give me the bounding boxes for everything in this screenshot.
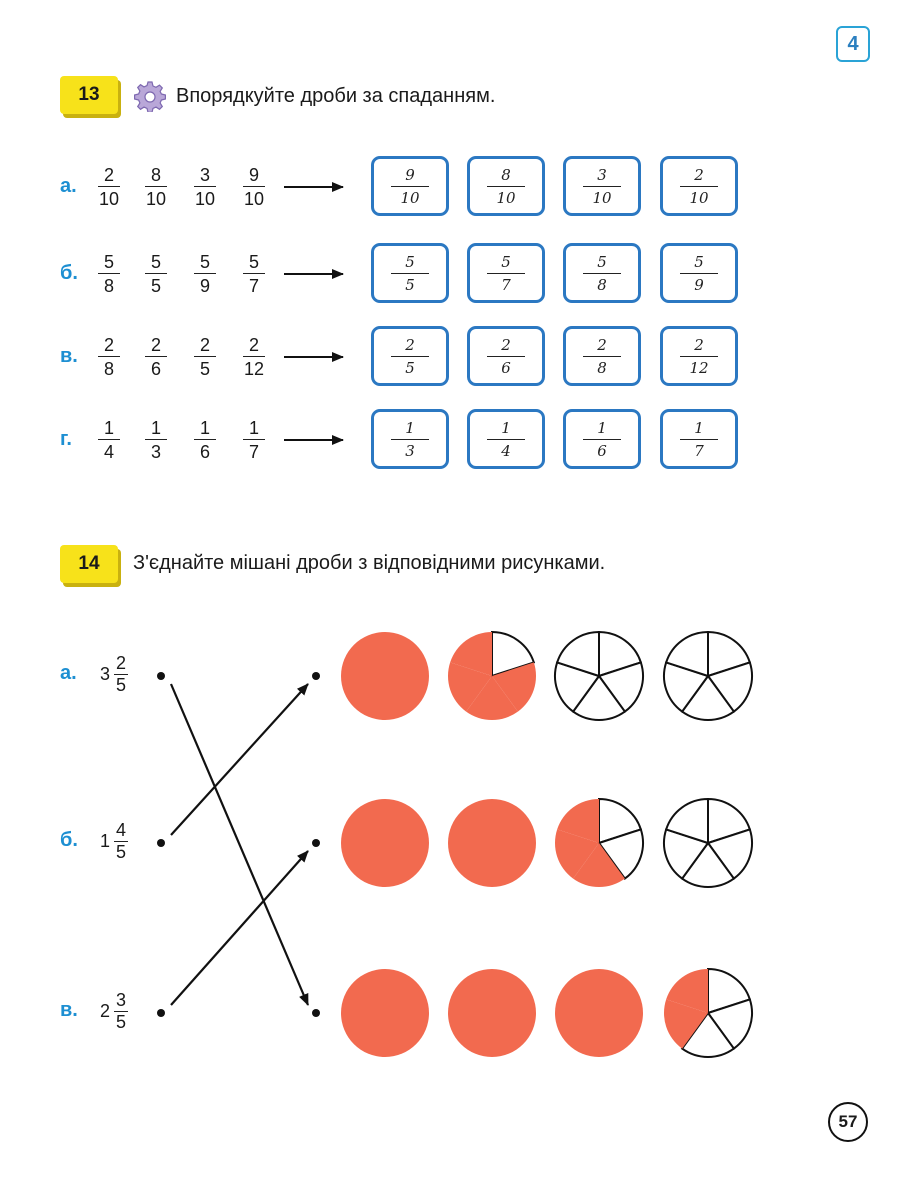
numerator: 2 — [248, 335, 259, 355]
whole-part: 2 — [100, 1001, 111, 1021]
denominator: 5 — [150, 276, 161, 296]
denominator: 4 — [103, 442, 114, 462]
answer-numerator: 1 — [694, 418, 704, 437]
answer-denominator: 10 — [496, 188, 516, 207]
answer-numerator: 3 — [597, 165, 607, 184]
ex13-row-letter: г. — [60, 428, 72, 450]
denominator: 10 — [98, 189, 120, 209]
fraction-circle — [664, 799, 752, 887]
connection-arrow — [171, 684, 308, 835]
numerator: 2 — [150, 335, 161, 355]
fraction-circle — [664, 632, 752, 720]
answer-numerator: 1 — [501, 418, 511, 437]
numerator: 3 — [116, 990, 127, 1010]
answer-denominator: 6 — [597, 441, 607, 460]
denominator: 6 — [150, 359, 161, 379]
answer-denominator: 12 — [689, 358, 709, 377]
answer-denominator: 8 — [597, 358, 607, 377]
denominator: 10 — [194, 189, 216, 209]
denominator: 7 — [248, 442, 259, 462]
numerator: 1 — [199, 418, 210, 438]
answer-numerator: 1 — [597, 418, 607, 437]
page-number: 57 — [828, 1102, 868, 1142]
numerator: 2 — [103, 335, 114, 355]
denominator: 6 — [199, 442, 210, 462]
numerator: 1 — [103, 418, 114, 438]
denominator: 3 — [150, 442, 161, 462]
exercise-13-number: 13 — [78, 84, 100, 105]
answer-denominator: 10 — [689, 188, 709, 207]
connection-arrow — [171, 684, 308, 1005]
denominator: 12 — [243, 359, 265, 379]
answer-numerator: 2 — [694, 335, 704, 354]
connection-arrow — [171, 851, 308, 1005]
denominator: 9 — [199, 276, 210, 296]
fraction-circle — [555, 632, 643, 720]
answer-numerator: 5 — [597, 252, 607, 271]
answer-denominator: 10 — [400, 188, 420, 207]
fraction-circle — [341, 632, 429, 720]
fraction-circle — [448, 799, 536, 887]
numerator: 3 — [199, 165, 210, 185]
exercise-14-title: З'єднайте мішані дроби з відповідними рисунками. — [133, 552, 606, 574]
denominator: 5 — [116, 842, 127, 862]
answer-denominator: 5 — [405, 358, 415, 377]
denominator: 5 — [199, 359, 210, 379]
answer-numerator: 2 — [405, 335, 415, 354]
fraction-circle — [341, 969, 429, 1057]
answer-denominator: 6 — [501, 358, 511, 377]
chapter-number: 4 — [836, 26, 870, 62]
ex13-row-letter: а. — [60, 175, 77, 197]
exercise-14-number: 14 — [78, 553, 100, 574]
denominator: 10 — [145, 189, 167, 209]
numerator: 2 — [116, 653, 127, 673]
denominator: 8 — [103, 359, 114, 379]
answer-denominator: 8 — [597, 275, 607, 294]
answer-numerator: 1 — [405, 418, 415, 437]
fraction-circle — [341, 799, 429, 887]
answer-denominator: 7 — [501, 275, 511, 294]
fraction-circle — [448, 969, 536, 1057]
fraction-circle — [448, 632, 536, 720]
answer-denominator: 3 — [405, 441, 415, 460]
fraction-circle — [555, 969, 643, 1057]
numerator: 1 — [150, 418, 161, 438]
answer-denominator: 5 — [405, 275, 415, 294]
numerator: 8 — [150, 165, 161, 185]
answer-numerator: 2 — [597, 335, 607, 354]
numerator: 5 — [103, 252, 114, 272]
answer-numerator: 5 — [405, 252, 415, 271]
whole-part: 3 — [100, 664, 111, 684]
ex14-item-letter: в. — [60, 999, 78, 1021]
answer-denominator: 4 — [501, 441, 511, 460]
ex13-row-letter: в. — [60, 345, 78, 367]
answer-numerator: 5 — [694, 252, 704, 271]
answer-numerator: 5 — [501, 252, 511, 271]
whole-part: 1 — [100, 831, 111, 851]
numerator: 9 — [248, 165, 259, 185]
denominator: 10 — [243, 189, 265, 209]
numerator: 5 — [150, 252, 161, 272]
numerator: 2 — [103, 165, 114, 185]
exercise-13-title: Впорядкуйте дроби за спаданням. — [176, 85, 496, 107]
answer-denominator: 7 — [694, 441, 704, 460]
answer-numerator: 2 — [694, 165, 704, 184]
answer-denominator: 9 — [694, 275, 704, 294]
ex14-item-letter: а. — [60, 662, 77, 684]
ex14-item-letter: б. — [60, 829, 78, 851]
answer-numerator: 2 — [501, 335, 511, 354]
answer-denominator: 10 — [592, 188, 612, 207]
numerator: 2 — [199, 335, 210, 355]
denominator: 5 — [116, 675, 127, 695]
ex13-row-letter: б. — [60, 262, 78, 284]
denominator: 5 — [116, 1012, 127, 1032]
numerator: 4 — [116, 820, 127, 840]
numerator: 5 — [248, 252, 259, 272]
denominator: 7 — [248, 276, 259, 296]
answer-numerator: 8 — [501, 165, 511, 184]
numerator: 5 — [199, 252, 210, 272]
fraction-circle — [555, 799, 643, 887]
denominator: 8 — [103, 276, 114, 296]
numerator: 1 — [248, 418, 259, 438]
answer-numerator: 9 — [405, 165, 415, 184]
fraction-circle — [664, 969, 752, 1057]
